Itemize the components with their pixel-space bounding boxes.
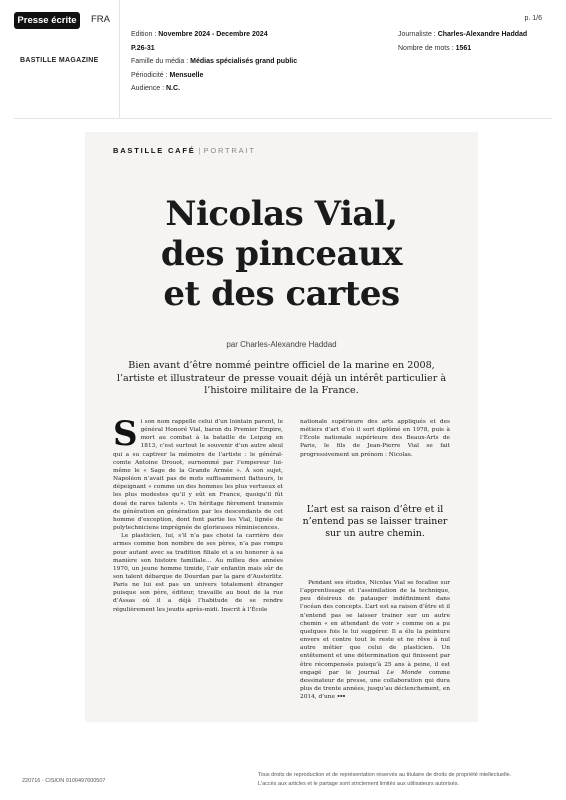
edition-value: Novembre 2024 - Decembre 2024 — [158, 31, 268, 38]
drop-cap: S — [113, 414, 138, 454]
audience-value: N.C. — [166, 85, 181, 93]
legal-notice: Tous droits de reproduction et de représentation réservés au titulaire de droits de propriété intellectuelle. L'accès aux articles et le partage sont strictement limités aux utilisateurs autorisés. — [258, 772, 512, 787]
paragraph: nationale supérieure des arts appliqués et des métiers d’art d’où il sort diplômé en 1978, puis à l’École nationale supérieure des Beaux-Arts de Paris, le fils de Jean-Pierre Vial se fait progressivement un prénom : Nicolas. — [300, 419, 450, 458]
header-vertical-divider — [119, 0, 120, 118]
article-column-1 — [113, 414, 283, 614]
periodicity-row: Périodicité : Mensuelle — [131, 71, 204, 79]
edition-metadata — [131, 28, 301, 96]
journalist-value: Charles-Alexandre Haddad — [437, 31, 528, 38]
publication-name: BASTILLE MAGAZINE — [20, 57, 99, 64]
pull-quote: L’art est sa raison d’être et il n’entend pas se laisser trainer sur un autre chemin. — [302, 504, 448, 540]
paragraph: Le plasticien, lui, s’il n’a pas choisi la carrière des armes comme bon nombre de ses pères, n’a pas rompu pour autant avec sa tradition filiale et a su honorer à sa manière son histoire familiale… Au milieu des années 1970, un jeune homme timide, l’air enfantin mais sûr de son talent débarque de Dourdan par la gare d’Austerlitz. Paris ne lui est pas un univers totalement étranger puisque son père, éditeur, travaille au bout de la rue d’Assas où il a déjà l’habitude de se rendre régulièrement les jeudis après-midi. Inscrit à l’École — [113, 533, 283, 613]
newspaper-name: Le Monde — [386, 669, 422, 676]
article-rubric: BASTILLE CAFÉ | PORTRAIT — [113, 146, 256, 155]
article-column-2-top — [300, 418, 450, 459]
article-title: Nicolas Vial, des pinceaux et des cartes — [160, 194, 403, 314]
header-horizontal-divider — [14, 118, 552, 119]
page-number: p. 1/6 — [524, 15, 542, 22]
journalist-row: Journaliste : Charles-Alexandre Haddad — [398, 31, 528, 38]
word-count-row: Nombre de mots : 1561 — [398, 44, 472, 52]
article-byline: par Charles-Alexandre Haddad — [226, 340, 337, 349]
media-family-row: Famille du média : Médias spécialisés grand public — [131, 58, 298, 66]
document-id: 220716 - CISION 9100497600507 — [22, 778, 106, 784]
continued-marker: ••• — [336, 694, 345, 701]
article-column-2-bottom — [300, 579, 450, 701]
media-type-badge: Presse écrite — [14, 12, 80, 29]
audience-row: Audience : N.C. — [131, 85, 181, 93]
edition-row: Edition : Novembre 2024 - Decembre 2024 — [131, 31, 268, 38]
language-code: FRA — [91, 14, 110, 25]
media-family-value: Médias spécialisés grand public — [190, 58, 298, 66]
article-lead: Bien avant d’être nommé peintre officiel de la marine en 2008, l’artiste et illustrateur de presse vouait déjà un intérêt particulier à l’histoire militaire de la France. — [116, 360, 447, 397]
pages-row: P.26-31 — [131, 44, 155, 52]
word-count-value: 1561 — [455, 44, 472, 52]
author-metadata — [398, 28, 558, 55]
paragraph: Pendant ses études, Nicolas Vial se focalise sur l’apprentissage et l’assimilation de la technique, peu désireux de patauger indéfiniment dans l’océan des concepts. L’art est sa raison d’être et il n’entend pas se laisser trainer sur un autre chemin « en attendant de voir » comme on a pu quelques fois le lui suggérer. Il a élu la peinture envers et contre tout le reste et ne rêve à nul autre métier que celui de plasticien. Un entêtement et une détermination qui finissent par être récompensés puisqu’à 25 ans à peine, il est engagé par le journal Le Monde comme dessinateur de presse, une collaboration qui dura plus de trente années, jusqu’au déclenchement, en 2014, d’une ••• — [300, 580, 451, 701]
periodicity-value: Mensuelle — [169, 71, 204, 79]
clipping-header — [0, 0, 566, 118]
paragraph: Si son nom rappelle celui d’un lointain parent, le général Honoré Vial, baron du Premier Empire, mort au combat à la bataille de Leipzig en 1813, c’est surtout le souvenir d’un autre aïeul qui a su captiver la mémoire de l’artiste : le général-comte Antoine Drouot, surnommé par l’empereur lui-même le « Sage de la Grande Armée ». À son sujet, Napoléon n’avait pas de mots suffisamment flatteurs, le dépeignant « comme un des hommes les plus vertueux et les plus modestes qu’il y eût en France, quoiqu’il fût doué de rares talents ». Un héritage fièrement transmis de génération en génération par les descendants de cet homme d’exception, dont font partie les Vial, lignée de polytechniciens imprégnée de glorieuses réminiscences. — [113, 414, 283, 532]
article-scan — [85, 132, 478, 722]
